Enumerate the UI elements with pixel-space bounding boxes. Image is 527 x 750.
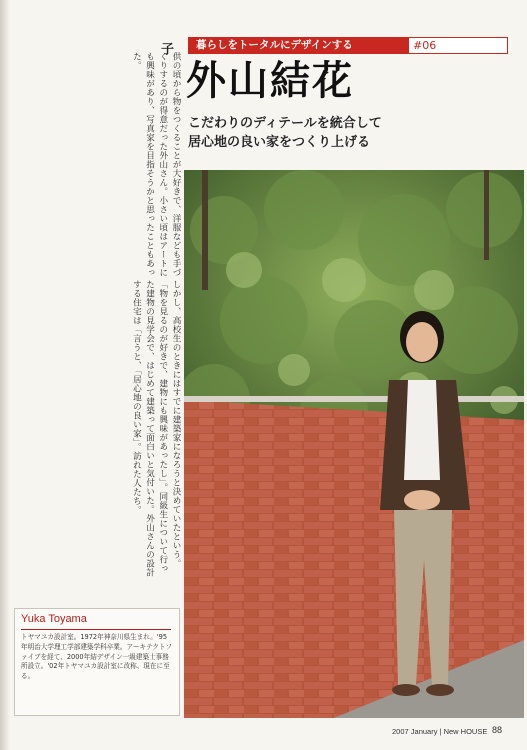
portrait-photo (184, 170, 524, 718)
page-number: 88 (492, 725, 503, 735)
drop-cap-heading: 子 (158, 42, 173, 55)
profile-divider (21, 629, 171, 630)
series-number: #06 (408, 37, 508, 54)
series-banner: 暮らしをトータルにデザインする (188, 37, 408, 54)
article-title-name: 外山結花 (186, 57, 354, 104)
profile-box (14, 608, 180, 716)
lead-line-2: 居心地の良い家をつくり上げる (188, 135, 371, 150)
body-text-left-lower: しかし、高校生のときにはすでに建築家になろうと決めていたという。「物を見るのが好きで、建物にも興味があったし」。同級生について行った建物の見学会で、はじめて建築って面白いと気付いた。外山さんの設計する住宅は「言うと、「居心地の良い家」。訪れた人たち。 (131, 280, 181, 577)
article-lead (188, 114, 382, 152)
page-gutter (0, 0, 10, 750)
profile-name: Yuka Toyama (21, 613, 87, 625)
photo-illustration (184, 170, 524, 718)
profile-bio: トヤマユカ設計室。1972年神奈川県生まれ。'95年明治大学理工学部建築学科卒業。アーキテクトファイブを経て、2000年結デザイン一級建築士事務所設立。'02年トヤマユカ設計室に改称、現在に至る。 (21, 633, 172, 681)
footer-issue: 2007 January | New HOUSE (392, 727, 488, 736)
body-text-left-upper: 供の頃から物をつくることが大好きで、洋服なども手づくりするのが得意だった外山さん。小さい頃はアートにも興味があり、写真家を目指そうかと思ったこともあった。 (131, 52, 181, 277)
lead-line-1: こだわりのディテールを統合して (188, 116, 382, 131)
